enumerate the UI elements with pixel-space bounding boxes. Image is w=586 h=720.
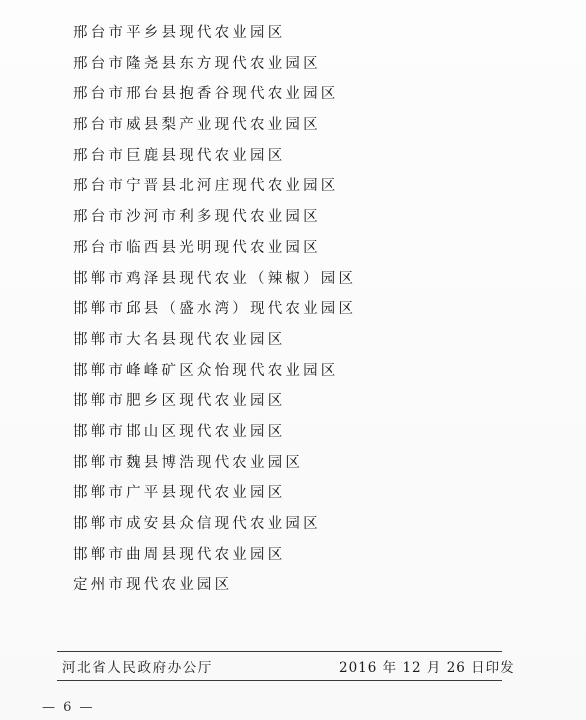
list-item: 邢台市邢台县抱香谷现代农业园区 <box>73 86 339 103</box>
footer-rule-top <box>57 651 502 652</box>
list-item: 邯郸市大名县现代农业园区 <box>73 331 286 348</box>
list-item: 邯郸市鸡泽县现代农业（辣椒）园区 <box>73 270 357 287</box>
list-item: 邯郸市峰峰矿区众怡现代农业园区 <box>73 362 339 379</box>
list-item: 邢台市巨鹿县现代农业园区 <box>73 147 286 164</box>
issuer-name: 河北省人民政府办公厅 <box>62 660 213 676</box>
list-item: 邯郸市广平县现代农业园区 <box>73 485 286 502</box>
footer-rule-bottom <box>57 680 502 681</box>
list-item: 邯郸市曲周县现代农业园区 <box>73 546 286 563</box>
list-item: 邯郸市魏县博浩现代农业园区 <box>73 454 304 471</box>
list-item: 邢台市宁晋县北河庄现代农业园区 <box>73 178 339 195</box>
list-item: 邢台市威县梨产业现代农业园区 <box>73 117 321 134</box>
issue-date: 2016 年 12 月 26 日印发 <box>339 660 515 676</box>
list-item: 邯郸市邯山区现代农业园区 <box>73 423 286 440</box>
park-list <box>73 22 356 605</box>
list-item: 邯郸市邱县（盛水湾）现代农业园区 <box>73 301 357 318</box>
list-item: 邢台市沙河市利多现代农业园区 <box>73 209 321 226</box>
list-item: 邯郸市成安县众信现代农业园区 <box>73 516 321 532</box>
list-item: 邢台市平乡县现代农业园区 <box>73 25 286 41</box>
list-item: 邢台市临西县光明现代农业园区 <box>73 239 321 256</box>
list-item: 邯郸市肥乡区现代农业园区 <box>73 393 286 410</box>
list-item: 定州市现代农业园区 <box>73 577 233 594</box>
page-number: — 6 — <box>42 700 95 715</box>
list-item: 邢台市隆尧县东方现代农业园区 <box>73 55 321 72</box>
